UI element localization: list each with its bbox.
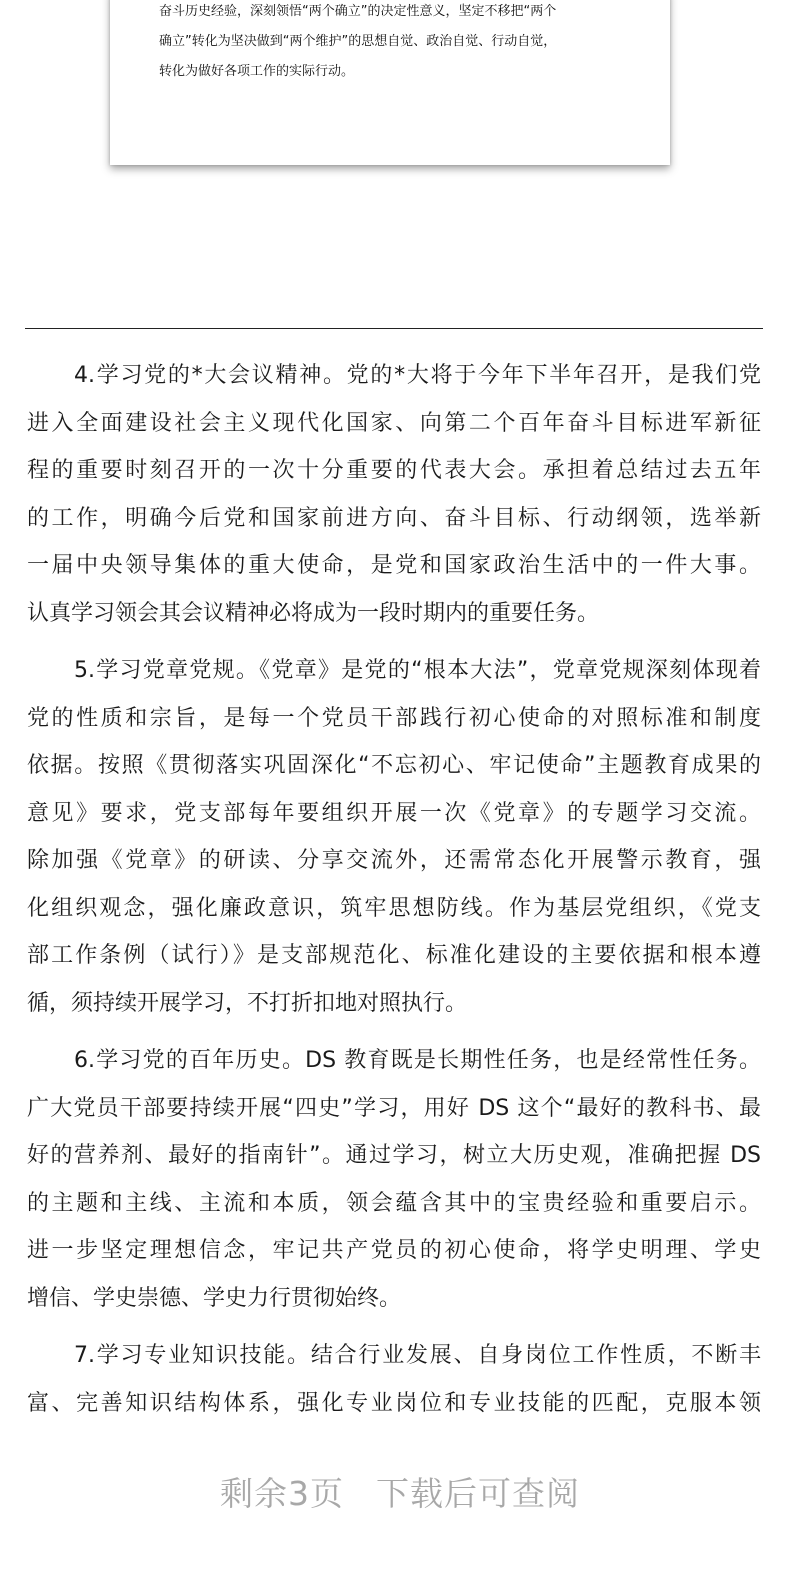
paragraph-line: 意见》要求，党支部每年要组织开展一次《党章》的专题学习交流。 bbox=[27, 800, 761, 826]
paragraph-line: 富、完善知识结构体系，强化专业岗位和专业技能的匹配，克服本领 bbox=[27, 1390, 761, 1416]
paragraph-line: 认真学习领会其会议精神必将成为一段时期内的重要任务。 bbox=[27, 600, 600, 626]
paragraph bbox=[27, 356, 761, 641]
paragraph-line: 化组织观念，强化廉政意识，筑牢思想防线。作为基层党组织，《党支 bbox=[27, 895, 761, 921]
card-text-line: 确立”转化为坚决做到“两个维护”的思想自觉、政治自觉、行动自觉， bbox=[159, 34, 557, 49]
paragraph-line: 增信、学史崇德、学史力行贯彻始终。 bbox=[27, 1285, 402, 1311]
paragraph-line: 除加强《党章》的研读、分享交流外，还需常态化开展警示教育，强 bbox=[27, 848, 761, 873]
divider bbox=[25, 328, 763, 329]
paragraph-line: 好的营养剂、最好的指南针”。通过学习，树立大历史观，准确把握 DS bbox=[27, 1143, 761, 1168]
paragraph-line: 4.学习党的*大会议精神。党的*大将于今年下半年召开，是我们党 bbox=[74, 363, 761, 388]
paragraph-line: 的工作，明确今后党和国家前进方向、奋斗目标、行动纲领，选举新 bbox=[27, 505, 761, 531]
remaining-pages-label: 剩余3页 bbox=[220, 1474, 344, 1513]
paragraph-line: 一届中央领导集体的重大使命，是党和国家政治生活中的一件大事。 bbox=[27, 553, 761, 578]
paragraph bbox=[27, 651, 761, 1031]
paragraph-line: 依据。按照《贯彻落实巩固深化“不忘初心、牢记使命”主题教育成果的 bbox=[27, 753, 761, 778]
document-body bbox=[27, 356, 761, 1441]
card-text-line: 奋斗历史经验，深刻领悟“两个确立”的决定性意义，坚定不移把“两个 bbox=[159, 4, 557, 19]
paragraph-line: 7.学习专业知识技能。结合行业发展、自身岗位工作性质，不断丰 bbox=[74, 1343, 761, 1368]
paragraph-line: 部工作条例（试行）》是支部规范化、标准化建设的主要依据和根本遵 bbox=[27, 943, 761, 968]
paragraph bbox=[27, 1041, 761, 1326]
paragraph-line: 进入全面建设社会主义现代化国家、向第二个百年奋斗目标进军新征 bbox=[27, 410, 761, 436]
paragraph-line: 广大党员干部要持续开展“四史”学习，用好 DS 这个“最好的教科书、最 bbox=[27, 1095, 761, 1121]
download-to-read-label: 下载后可查阅 bbox=[376, 1474, 580, 1513]
paragraph-line: 的主题和主线、主流和本质，领会蕴含其中的宝贵经验和重要启示。 bbox=[27, 1190, 761, 1216]
download-prompt[interactable] bbox=[0, 1468, 800, 1515]
paragraph-line: 6.学习党的百年历史。DS 教育既是长期性任务，也是经常性任务。 bbox=[74, 1048, 761, 1073]
card-text-line: 转化为做好各项工作的实际行动。 bbox=[159, 64, 355, 79]
document-preview-card bbox=[110, 0, 670, 165]
paragraph-line: 循，须持续开展学习，不打折扣地对照执行。 bbox=[27, 990, 468, 1016]
paragraph-line: 进一步坚定理想信念，牢记共产党员的初心使命，将学史明理、学史 bbox=[27, 1238, 761, 1263]
paragraph bbox=[27, 1336, 761, 1431]
paragraph-line: 党的性质和宗旨，是每一个党员干部践行初心使命的对照标准和制度 bbox=[27, 705, 761, 731]
paragraph-line: 程的重要时刻召开的一次十分重要的代表大会。承担着总结过去五年 bbox=[27, 458, 761, 483]
paragraph-line: 5.学习党章党规。《党章》是党的“根本大法”，党章党规深刻体现着 bbox=[74, 658, 761, 683]
